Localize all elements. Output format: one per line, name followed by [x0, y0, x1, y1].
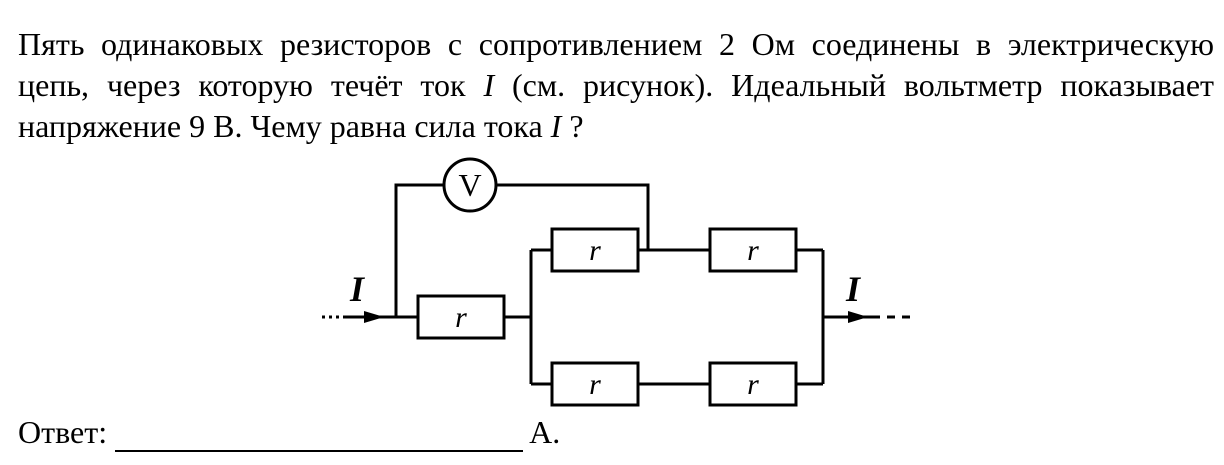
answer-unit: А. [529, 414, 561, 450]
input-current-label: I [350, 269, 365, 309]
problem-text-part-2: (см. рисунок). Идеальный вольтметр показывает напряжение 9 В. Чему равна сила тока [18, 67, 1215, 144]
resistor-upper-1-label: r [589, 234, 601, 267]
answer-row [18, 412, 560, 452]
problem-text-part-1: Пять одинаковых резисторов с сопротивлением 2 Ом соединены в электрическую цепь, через которую течёт ток [18, 26, 1214, 103]
current-symbol-2: I [550, 108, 562, 144]
input-current-arrow [364, 311, 384, 323]
resistor-series-label: r [455, 301, 467, 334]
problem-text-part-3: ? [561, 108, 584, 144]
answer-label: Ответ: [18, 414, 108, 450]
voltmeter-label: V [458, 167, 482, 203]
answer-input-line[interactable] [115, 420, 523, 452]
resistor-lower-2-label: r [747, 368, 759, 401]
output-current-arrow [848, 311, 868, 323]
output-current-label: I [846, 269, 861, 309]
resistor-lower-1-label: r [589, 368, 601, 401]
current-symbol: I [483, 67, 495, 103]
resistor-upper-2-label: r [747, 234, 759, 267]
